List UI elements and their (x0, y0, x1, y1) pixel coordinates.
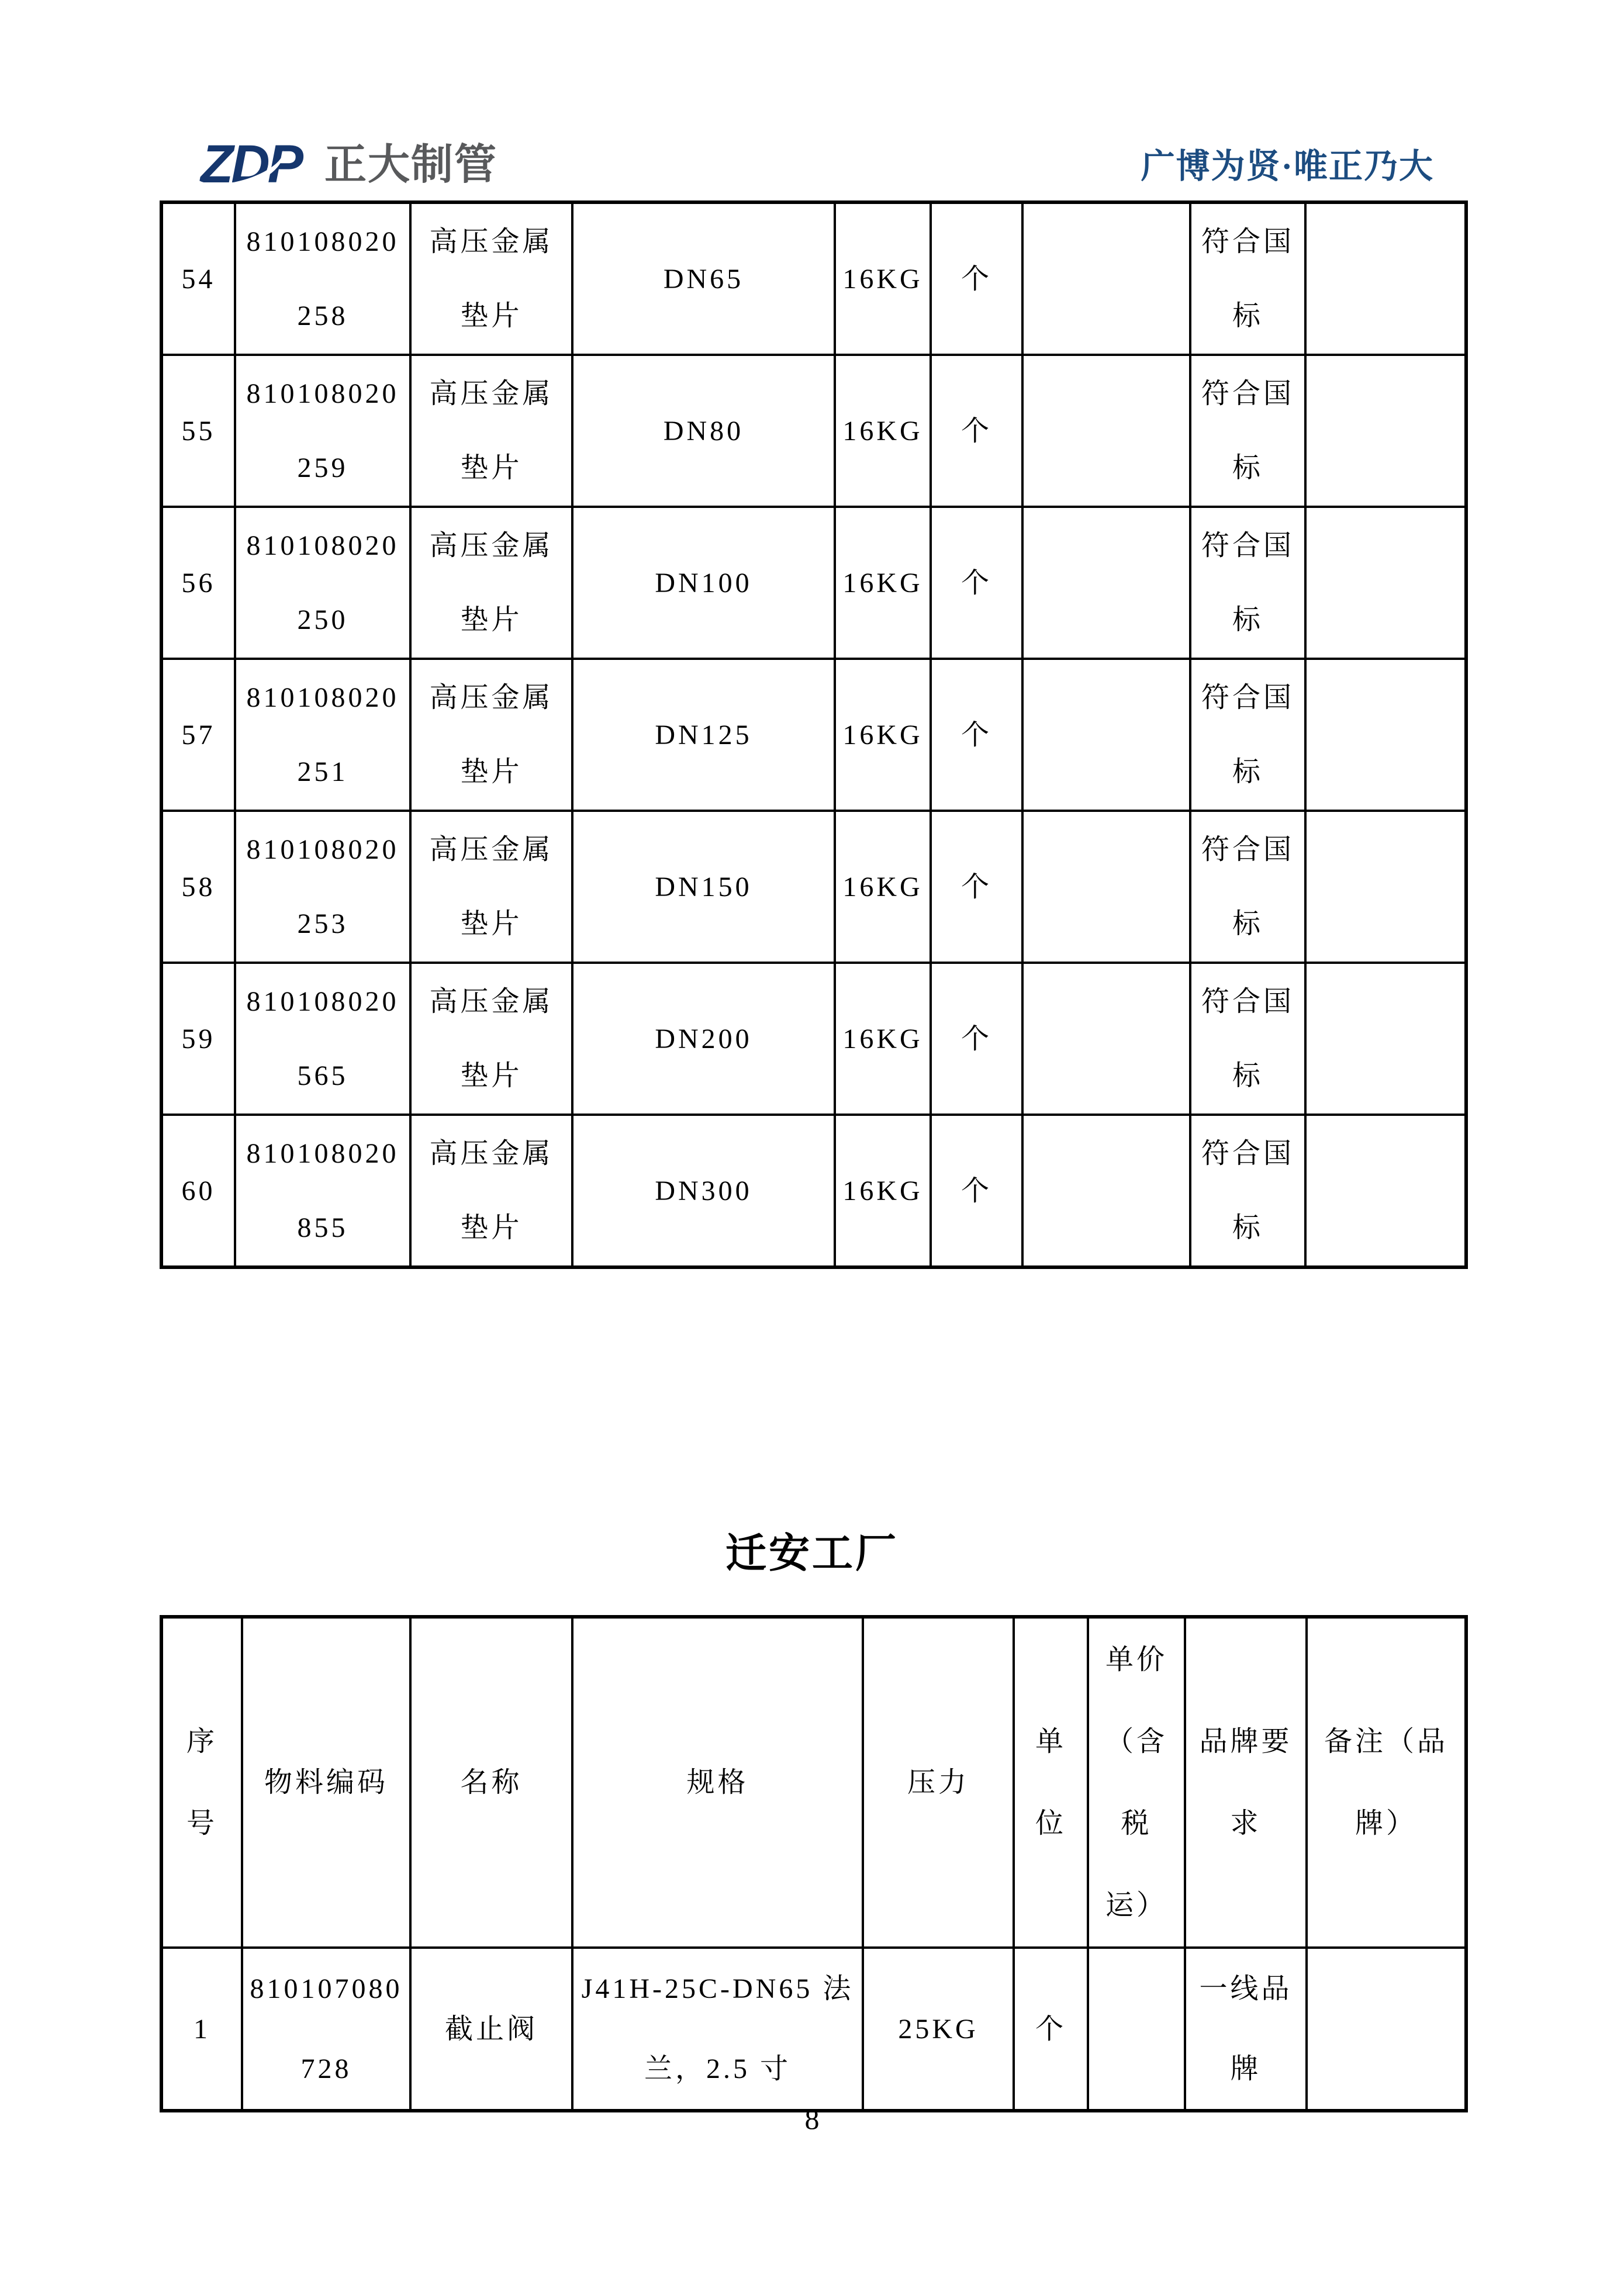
table-header-row (161, 1617, 1466, 1948)
cell-line: 810108020 (246, 226, 399, 257)
cell-line: 个 (960, 415, 992, 447)
cell-unit-price (1022, 507, 1190, 659)
cell-line: 垫片 (460, 604, 523, 635)
cell-line: 标 (1232, 1212, 1263, 1243)
cell-remark (1305, 202, 1466, 355)
cell-line: 高压金属 (429, 378, 554, 409)
cell-name (410, 1617, 572, 1948)
cell-line: 符合国 (1201, 378, 1294, 409)
cell-line: 一线品 (1199, 1973, 1293, 2004)
cell-line: 垫片 (460, 908, 523, 939)
cell-line: 个 (960, 719, 992, 751)
cell-line: 728 (300, 2053, 352, 2084)
cell-line: DN65 (663, 263, 744, 295)
cell-line: 符合国 (1201, 834, 1294, 865)
cell-line: 号 (186, 1807, 217, 1839)
cell-line: 57 (181, 719, 216, 751)
cell-seq (161, 811, 235, 963)
cell-line: 标 (1232, 604, 1263, 635)
cell-line: 垫片 (460, 1060, 523, 1091)
cell-unit (931, 355, 1022, 507)
cell-line: 高压金属 (429, 682, 554, 713)
cell-pressure (835, 202, 931, 355)
table-row (161, 963, 1466, 1115)
cell-pressure (835, 659, 931, 811)
cell-line: DN200 (655, 1023, 752, 1054)
cell-line: 56 (181, 567, 216, 599)
cell-remark (1305, 659, 1466, 811)
cell-brand-requirement (1190, 659, 1305, 811)
cell-unit (931, 1115, 1022, 1267)
table-row (161, 202, 1466, 355)
qianan-factory-table (160, 1615, 1468, 2112)
cell-line: 牌） (1355, 1807, 1417, 1839)
cell-brand-requirement (1190, 963, 1305, 1115)
cell-line: DN300 (655, 1175, 752, 1206)
cell-material-code (235, 659, 410, 811)
cell-line: 16KG (842, 415, 923, 447)
cell-line: 标 (1232, 452, 1263, 483)
cell-spec (572, 1115, 835, 1267)
cell-seq (161, 355, 235, 507)
cell-unit-price (1022, 659, 1190, 811)
cell-line: 个 (960, 871, 992, 903)
cell-unit (1014, 1617, 1088, 1948)
cell-line: 810108020 (246, 1138, 399, 1169)
cell-pressure (863, 1948, 1014, 2111)
cell-spec (572, 659, 835, 811)
cell-line: 标 (1232, 756, 1263, 787)
cell-name (410, 1115, 572, 1267)
cell-unit (931, 659, 1022, 811)
cell-line: 牌 (1230, 2053, 1262, 2084)
cell-remark (1305, 507, 1466, 659)
cell-unit-price (1022, 355, 1190, 507)
cell-name (410, 202, 572, 355)
cell-line: 垫片 (460, 756, 523, 787)
cell-name (410, 355, 572, 507)
cell-pressure (835, 1115, 931, 1267)
cell-brand-requirement (1190, 507, 1305, 659)
cell-seq (161, 202, 235, 355)
cell-unit-price (1022, 811, 1190, 963)
cell-line: 个 (1035, 2013, 1066, 2045)
cell-material-code (235, 1115, 410, 1267)
cell-spec (572, 811, 835, 963)
cell-line: 截止阀 (444, 2013, 538, 2045)
cell-unit (1014, 1948, 1088, 2111)
cell-spec (572, 507, 835, 659)
cell-line: 兰，2.5 寸 (644, 2053, 791, 2084)
cell-line: 16KG (842, 1023, 923, 1054)
cell-line: 标 (1232, 908, 1263, 939)
cell-brand-requirement (1190, 811, 1305, 963)
cell-line: 55 (181, 415, 216, 447)
cell-line: 810108020 (246, 530, 399, 561)
cell-spec (572, 355, 835, 507)
cell-material-code (235, 507, 410, 659)
cell-line: 16KG (842, 1175, 923, 1206)
cell-line: 标 (1232, 300, 1263, 331)
cell-line: 810107080 (250, 1973, 403, 2004)
cell-material-code (242, 1617, 410, 1948)
cell-line: DN80 (663, 415, 744, 447)
cell-line: 25KG (898, 2013, 979, 2045)
cell-seq (161, 507, 235, 659)
cell-line: 运） (1105, 1889, 1167, 1921)
cell-unit (931, 202, 1022, 355)
cell-unit-price (1022, 963, 1190, 1115)
cell-brand-requirement (1185, 1948, 1307, 2111)
cell-line: 符合国 (1201, 530, 1294, 561)
cell-line: 序 (186, 1726, 217, 1757)
cell-line: 259 (297, 452, 348, 483)
cell-seq (161, 1115, 235, 1267)
table-row (161, 659, 1466, 811)
cell-seq (161, 963, 235, 1115)
cell-spec (572, 963, 835, 1115)
cell-line: 16KG (842, 719, 923, 751)
cell-pressure (835, 355, 931, 507)
cell-line: 810108020 (246, 986, 399, 1017)
cell-line: DN150 (655, 871, 752, 903)
cell-brand-requirement (1190, 202, 1305, 355)
cell-unit-price-incl-tax-freight (1088, 1948, 1185, 2111)
cell-remark (1305, 355, 1466, 507)
cell-line: 垫片 (460, 1212, 523, 1243)
cell-spec (572, 1617, 863, 1948)
cell-seq (161, 659, 235, 811)
cell-name (410, 659, 572, 811)
table-row (161, 1948, 1466, 2111)
cell-line: 810108020 (246, 834, 399, 865)
cell-line: 位 (1035, 1807, 1066, 1839)
cell-unit (931, 507, 1022, 659)
cell-line: 备注（品 (1324, 1726, 1448, 1757)
cell-brand-requirement (1185, 1617, 1307, 1948)
cell-line: 品牌要 (1199, 1726, 1293, 1757)
cell-line: 个 (960, 1175, 992, 1206)
cell-pressure (835, 507, 931, 659)
cell-line: DN100 (655, 567, 752, 599)
cell-material-code (235, 811, 410, 963)
cell-line: 58 (181, 871, 216, 903)
cell-line: 符合国 (1201, 1138, 1294, 1169)
cell-line: 符合国 (1201, 682, 1294, 713)
page-header (160, 134, 1464, 203)
cell-line: 60 (181, 1175, 216, 1206)
cell-line: （含 (1105, 1726, 1167, 1757)
cell-material-code (242, 1948, 410, 2111)
cell-line: 物料编码 (264, 1766, 388, 1798)
cell-line: 压力 (907, 1766, 969, 1798)
cell-line: 符合国 (1201, 986, 1294, 1017)
cell-line: DN125 (655, 719, 752, 751)
company-logo (201, 134, 498, 194)
cell-line: 251 (297, 756, 348, 787)
cell-line: 高压金属 (429, 1138, 554, 1169)
cell-line: 垫片 (460, 452, 523, 483)
cell-line: 855 (297, 1212, 348, 1243)
cell-remark (1305, 1115, 1466, 1267)
cell-seq (161, 1948, 242, 2111)
cell-line: 单价 (1105, 1644, 1167, 1675)
zdp-logo-letters: ZDP (201, 134, 301, 194)
cell-line: 258 (297, 300, 348, 331)
cell-name (410, 507, 572, 659)
cell-material-code (235, 202, 410, 355)
cell-remark-brand (1307, 1948, 1466, 2111)
cell-line: 高压金属 (429, 834, 554, 865)
cell-brand-requirement (1190, 355, 1305, 507)
section-title-factory: 迁安工厂 (725, 1531, 899, 1576)
cell-line: 名称 (460, 1766, 523, 1798)
cell-seq (161, 1617, 242, 1948)
cell-line: 求 (1230, 1807, 1262, 1839)
cell-line: 253 (297, 908, 348, 939)
zdp-logo-text (201, 134, 301, 194)
cell-pressure (835, 963, 931, 1115)
cell-line: 810108020 (246, 378, 399, 409)
table-row (161, 507, 1466, 659)
cell-line: 250 (297, 604, 348, 635)
cell-line: 个 (960, 567, 992, 599)
cell-unit-price (1022, 202, 1190, 355)
cell-line: 59 (181, 1023, 216, 1054)
table-row (161, 811, 1466, 963)
cell-remark-brand (1307, 1617, 1466, 1948)
cell-line: 810108020 (246, 682, 399, 713)
cell-line: 个 (960, 263, 992, 295)
cell-line: 规格 (686, 1766, 749, 1798)
cell-line: 16KG (842, 567, 923, 599)
cell-line: 1 (194, 2013, 210, 2045)
table-row (161, 1115, 1466, 1267)
cell-spec (572, 1948, 863, 2111)
cell-name (410, 811, 572, 963)
cell-line: 16KG (842, 263, 923, 295)
cell-line: 符合国 (1201, 226, 1294, 257)
cell-line: 高压金属 (429, 226, 554, 257)
cell-material-code (235, 963, 410, 1115)
cell-name (410, 1948, 572, 2111)
cell-pressure (835, 811, 931, 963)
cell-remark (1305, 811, 1466, 963)
header-slogan: 广博为贤·唯正乃大 (1141, 147, 1434, 185)
cell-line: 565 (297, 1060, 348, 1091)
cell-unit-price (1022, 1115, 1190, 1267)
cell-unit-price-incl-tax-freight (1088, 1617, 1185, 1948)
cell-remark (1305, 963, 1466, 1115)
cell-line: 高压金属 (429, 530, 554, 561)
cell-line: J41H-25C-DN65 法 (581, 1973, 854, 2004)
company-name-text: 正大制管 (324, 141, 498, 188)
cell-line: 16KG (842, 871, 923, 903)
cell-line: 54 (181, 263, 216, 295)
materials-table-continued (160, 200, 1468, 1269)
cell-material-code (235, 355, 410, 507)
cell-pressure (863, 1617, 1014, 1948)
cell-brand-requirement (1190, 1115, 1305, 1267)
cell-line: 高压金属 (429, 986, 554, 1017)
cell-line: 垫片 (460, 300, 523, 331)
cell-line: 单 (1035, 1726, 1066, 1757)
cell-line: 个 (960, 1023, 992, 1054)
page-number: 8 (804, 2103, 820, 2135)
cell-line: 标 (1232, 1060, 1263, 1091)
cell-spec (572, 202, 835, 355)
cell-line: 税 (1121, 1807, 1152, 1839)
cell-unit (931, 811, 1022, 963)
table-row (161, 355, 1466, 507)
cell-unit (931, 963, 1022, 1115)
cell-name (410, 963, 572, 1115)
